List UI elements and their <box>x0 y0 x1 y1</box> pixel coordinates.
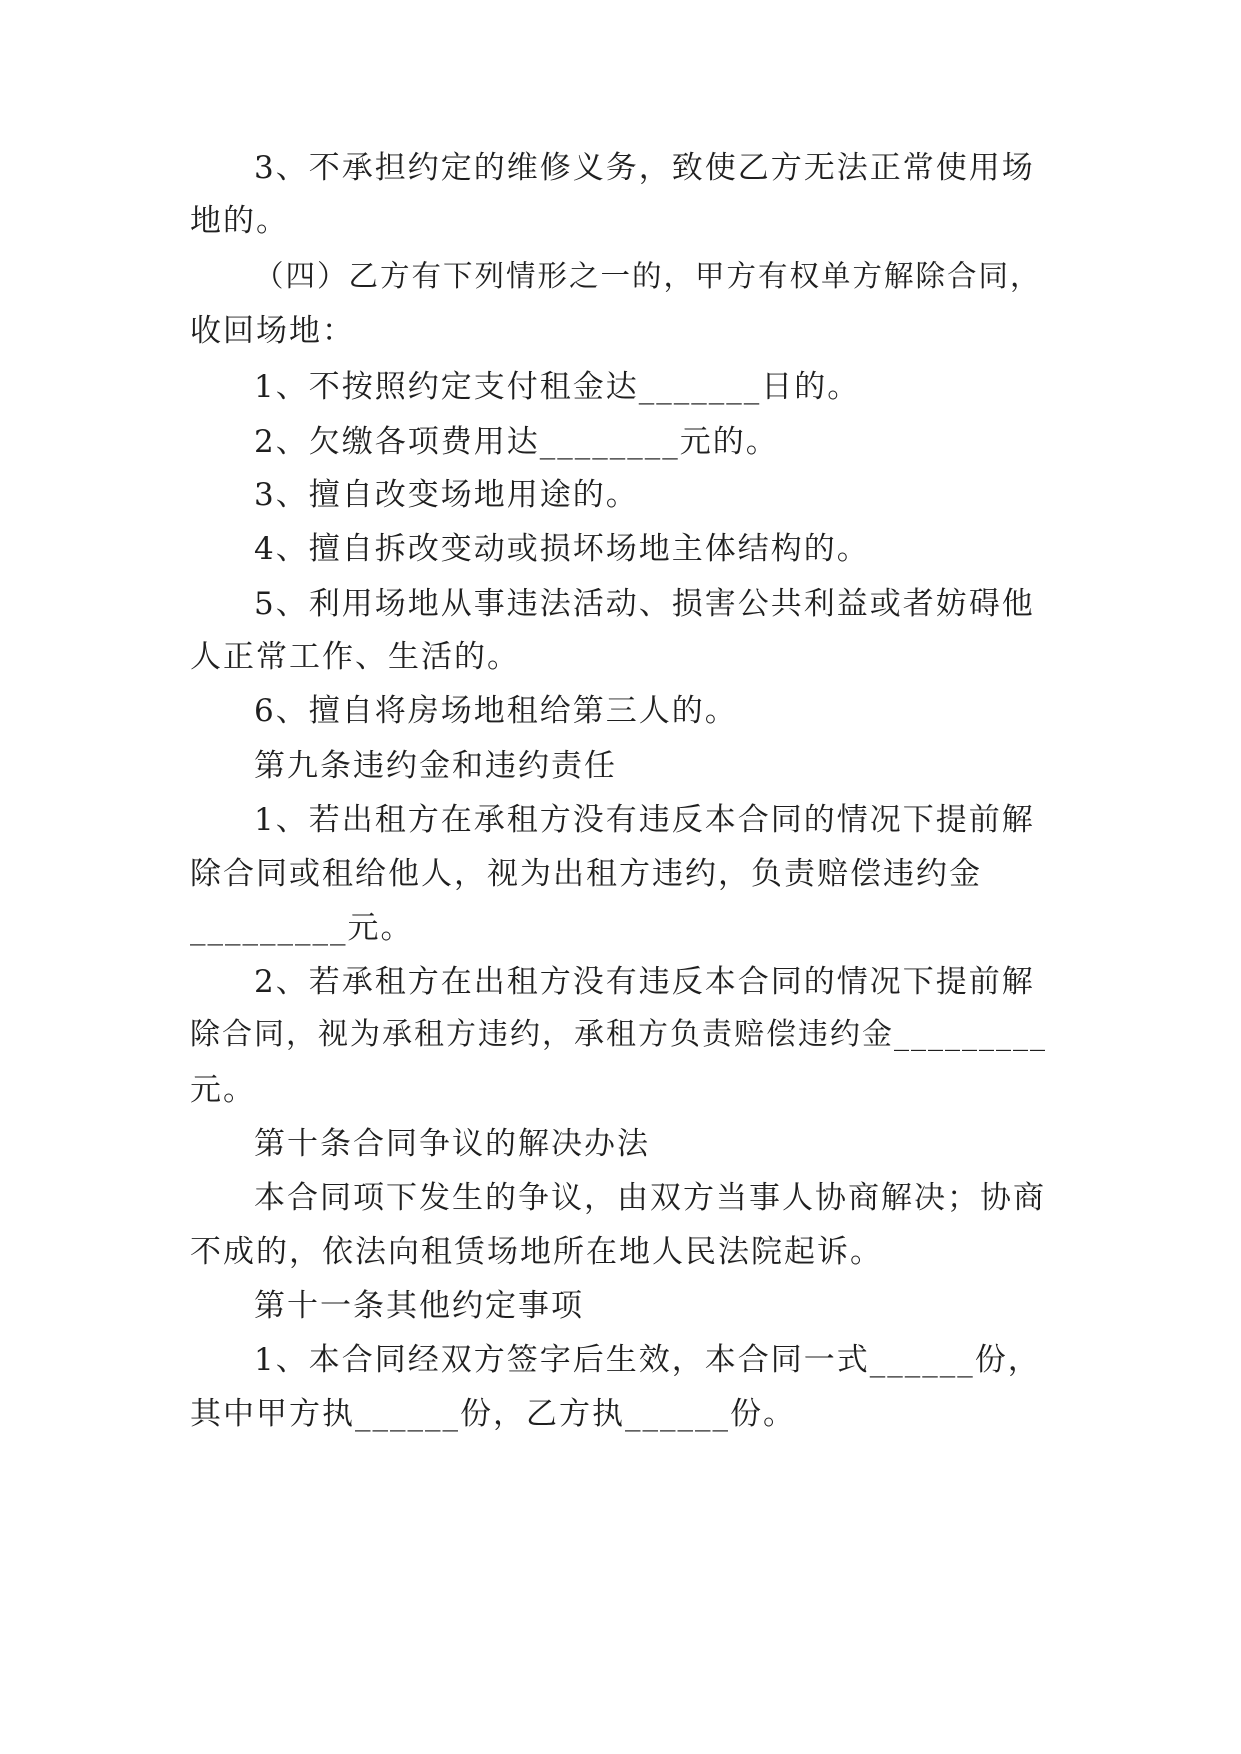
paragraph-line: 1、不按照约定支付租金达_______日的。 <box>254 369 861 405</box>
paragraph-line: （四）乙方有下列情形之一的，甲方有权单方解除合同， <box>254 259 1042 293</box>
paragraph-line: 3、擅自改变场地用途的。 <box>254 477 639 513</box>
paragraph-line: 本合同项下发生的争议，由双方当事人协商解决；协商 <box>254 1180 1046 1216</box>
paragraph-line: 2、若承租方在出租方没有违反本合同的情况下提前解 <box>254 964 1035 1000</box>
paragraph-line: 1、若出租方在承租方没有违反本合同的情况下提前解 <box>254 802 1035 838</box>
paragraph-line: 收回场地： <box>190 313 355 349</box>
paragraph-line: 不成的，依法向租赁场地所在地人民法院起诉。 <box>190 1234 883 1270</box>
paragraph-line: 3、不承担约定的维修义务，致使乙方无法正常使用场 <box>254 150 1035 186</box>
section-heading: 第九条违约金和违约责任 <box>254 748 617 784</box>
paragraph-line: 元。 <box>190 1072 256 1108</box>
section-heading: 第十一条其他约定事项 <box>254 1288 584 1324</box>
paragraph-line: 其中甲方执______份，乙方执______份。 <box>190 1396 796 1432</box>
paragraph-line: 人正常工作、生活的。 <box>190 639 520 675</box>
paragraph-line: 除合同或租给他人，视为出租方违约，负责赔偿违约金 <box>190 856 982 892</box>
paragraph-line: 5、利用场地从事违法活动、损害公共利益或者妨碍他 <box>254 586 1035 622</box>
paragraph-line: 4、擅自拆改变动或损坏场地主体结构的。 <box>254 531 870 567</box>
paragraph-line: _________元。 <box>190 910 414 946</box>
paragraph-line: 2、欠缴各项费用达________元的。 <box>254 424 779 460</box>
paragraph-line: 1、本合同经双方签字后生效，本合同一式______份， <box>254 1342 1041 1378</box>
paragraph-line: 除合同，视为承租方违约，承租方负责赔偿违约金_________ <box>190 1017 1047 1052</box>
section-heading: 第十条合同争议的解决办法 <box>254 1126 650 1162</box>
paragraph-line: 6、擅自将房场地租给第三人的。 <box>254 693 738 729</box>
paragraph-line: 地的。 <box>190 203 289 239</box>
